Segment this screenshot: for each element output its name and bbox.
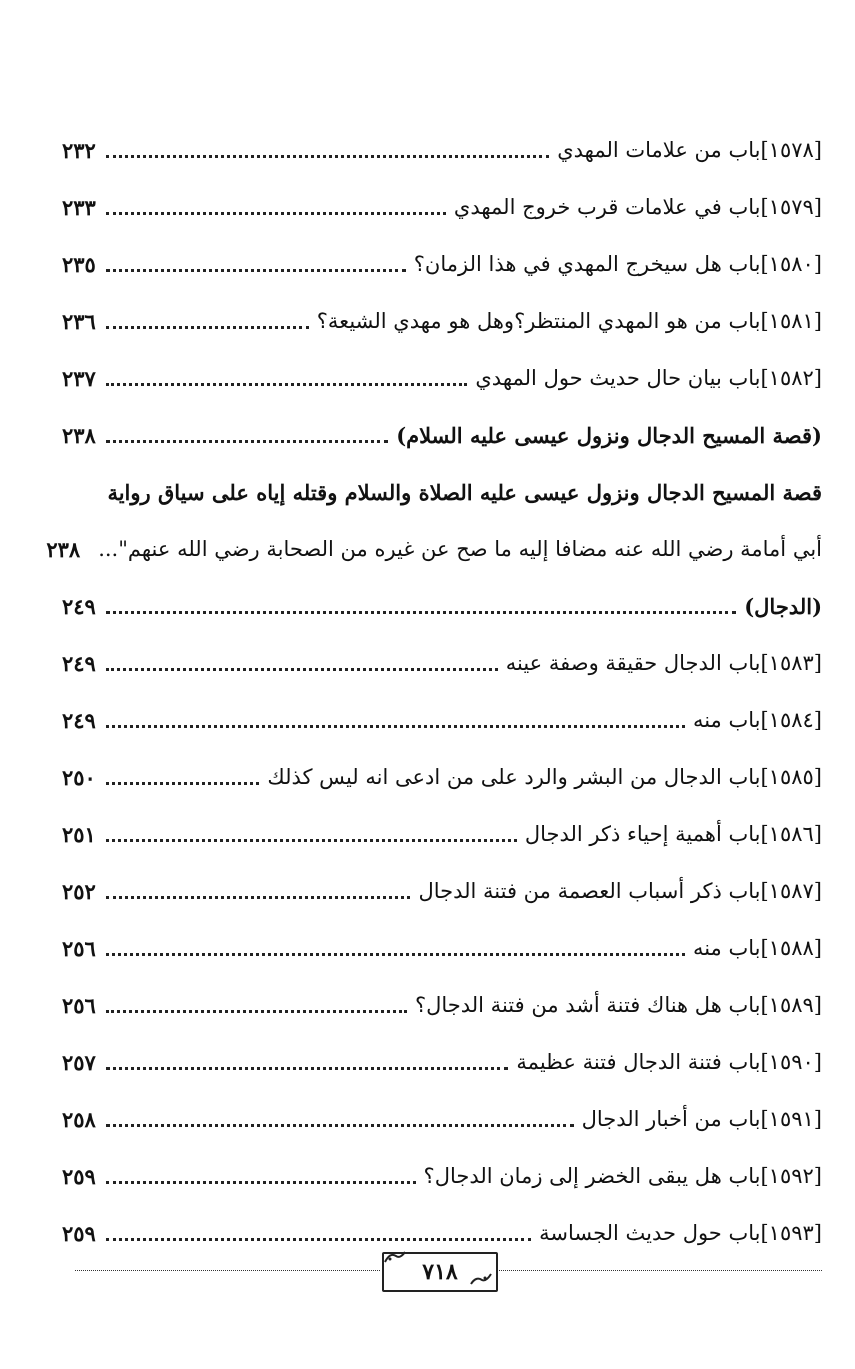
- dot-leader: [106, 1124, 574, 1127]
- footer-rule-right: [497, 1270, 822, 1271]
- dot-leader: [106, 440, 388, 443]
- toc-entry-title: [١٥٨٢]باب بيان حال حديث حول المهدي: [475, 366, 822, 390]
- footer-rule-left: [75, 1270, 380, 1271]
- dot-leader: [106, 1238, 531, 1241]
- toc-entry-page: ٢٥٩: [62, 1164, 96, 1189]
- toc-entry-page: ٢٥٩: [62, 1221, 96, 1246]
- toc-entry-title: [١٥٨٤]باب منه: [692, 708, 822, 732]
- toc-entry: [62, 350, 822, 407]
- table-of-contents: [46, 122, 822, 1262]
- toc-entry-title: [١٥٩٢]باب هل يبقى الخضر إلى زمان الدجال؟: [423, 1164, 822, 1188]
- toc-entry-page: ٢٤٩: [62, 708, 96, 733]
- toc-entry: [46, 521, 822, 578]
- toc-entry-title: [١٥٨٥]باب الدجال من البشر والرد على من ادعى انه ليس كذلك: [267, 765, 822, 789]
- toc-entry-first-line: [62, 464, 822, 521]
- toc-entry-title: (قصة المسيح الدجال ونزول عيسى عليه السلام): [396, 423, 822, 448]
- toc-section-heading: [62, 407, 822, 464]
- toc-entry: [62, 692, 822, 749]
- toc-entry: [62, 122, 822, 179]
- toc-entry-page: ٢٥٨: [62, 1107, 96, 1132]
- toc-entry-title: [١٥٨١]باب من هو المهدي المنتظر؟وهل هو مهدي الشيعة؟: [316, 309, 822, 333]
- toc-entry-page: ٢٣٢: [62, 138, 96, 163]
- ornament-icon: [384, 1250, 406, 1264]
- dot-leader: [106, 953, 685, 956]
- toc-entry-page: ٢٥٦: [62, 993, 96, 1018]
- toc-entry-title: [١٥٧٨]باب من علامات المهدي: [557, 138, 822, 162]
- toc-section-heading: [62, 578, 822, 635]
- toc-entry-page: ٢٣٨: [46, 537, 81, 562]
- toc-entry-title: قصة المسيح الدجال ونزول عيسى عليه الصلاة والسلام وقتله إياه على سياق رواية: [107, 480, 822, 505]
- dot-leader: [106, 896, 411, 899]
- dot-leader: [106, 782, 260, 785]
- page-number: ٧١٨: [382, 1252, 498, 1292]
- toc-entry-page: ٢٤٩: [62, 651, 96, 676]
- dot-leader: [106, 668, 498, 671]
- dot-leader: [106, 1010, 407, 1013]
- toc-entry-title: [١٥٧٩]باب في علامات قرب خروج المهدي: [453, 195, 822, 219]
- toc-entry-page: ٢٥٦: [62, 936, 96, 961]
- toc-entry-page: ٢٣٥: [62, 252, 96, 277]
- toc-entry-page: ٢٥١: [62, 822, 96, 847]
- toc-entry-title: [١٥٩٣]باب حول حديث الجساسة: [539, 1221, 822, 1245]
- toc-entry: [62, 1148, 822, 1205]
- toc-entry-title: [١٥٨٧]باب ذكر أسباب العصمة من فتنة الدجال: [418, 879, 822, 903]
- toc-entry: [62, 635, 822, 692]
- dot-leader: [106, 1181, 416, 1184]
- dot-leader: [106, 725, 685, 728]
- dot-leader: [106, 839, 517, 842]
- toc-entry-title: [١٥٨٠]باب هل سيخرج المهدي في هذا الزمان؟: [413, 252, 822, 276]
- toc-entry-title: [١٥٨٦]باب أهمية إحياء ذكر الدجال: [524, 822, 822, 846]
- toc-entry: [62, 920, 822, 977]
- toc-entry: [62, 749, 822, 806]
- dot-leader: [106, 269, 406, 272]
- toc-entry-page: ٢٥٠: [62, 765, 96, 790]
- dot-leader: [106, 383, 468, 386]
- toc-entry-page: ٢٥٧: [62, 1050, 96, 1075]
- toc-entry-page: ٢٣٦: [62, 309, 96, 334]
- toc-entry: [62, 1091, 822, 1148]
- toc-entry-page: ٢٣٨: [62, 423, 96, 448]
- toc-entry-title: [١٥٩٠]باب فتنة الدجال فتنة عظيمة: [516, 1050, 822, 1074]
- toc-entry-page: ٢٤٩: [62, 594, 96, 619]
- toc-entry-title: [١٥٩١]باب من أخبار الدجال: [581, 1107, 822, 1131]
- toc-entry: [62, 1034, 822, 1091]
- dot-leader: [106, 611, 736, 614]
- toc-entry: [62, 806, 822, 863]
- toc-entry-page: ٢٥٢: [62, 879, 96, 904]
- dot-leader: [106, 326, 309, 329]
- toc-entry-page: ٢٣٧: [62, 366, 96, 391]
- toc-entry-title: [١٥٨٣]باب الدجال حقيقة وصفة عينه: [505, 651, 822, 675]
- toc-entry: [62, 236, 822, 293]
- toc-entry: [62, 293, 822, 350]
- ornament-icon: [470, 1272, 492, 1286]
- dot-leader: [106, 212, 446, 215]
- toc-entry: [62, 179, 822, 236]
- toc-entry-title: [١٥٨٩]باب هل هناك فتنة أشد من فتنة الدجال؟: [414, 993, 822, 1017]
- dot-leader: [106, 155, 549, 158]
- toc-entry-page: ٢٣٣: [62, 195, 96, 220]
- toc-entry-title: أبي أمامة رضي الله عنه مضافا إليه ما صح عن غيره من الصحابة رضي الله عنهم"...: [98, 537, 822, 561]
- toc-entry: [62, 977, 822, 1034]
- dot-leader: [106, 1067, 509, 1070]
- toc-entry-title: [١٥٨٨]باب منه: [692, 936, 822, 960]
- toc-entry: [62, 863, 822, 920]
- toc-entry-title: (الدجال): [744, 594, 822, 619]
